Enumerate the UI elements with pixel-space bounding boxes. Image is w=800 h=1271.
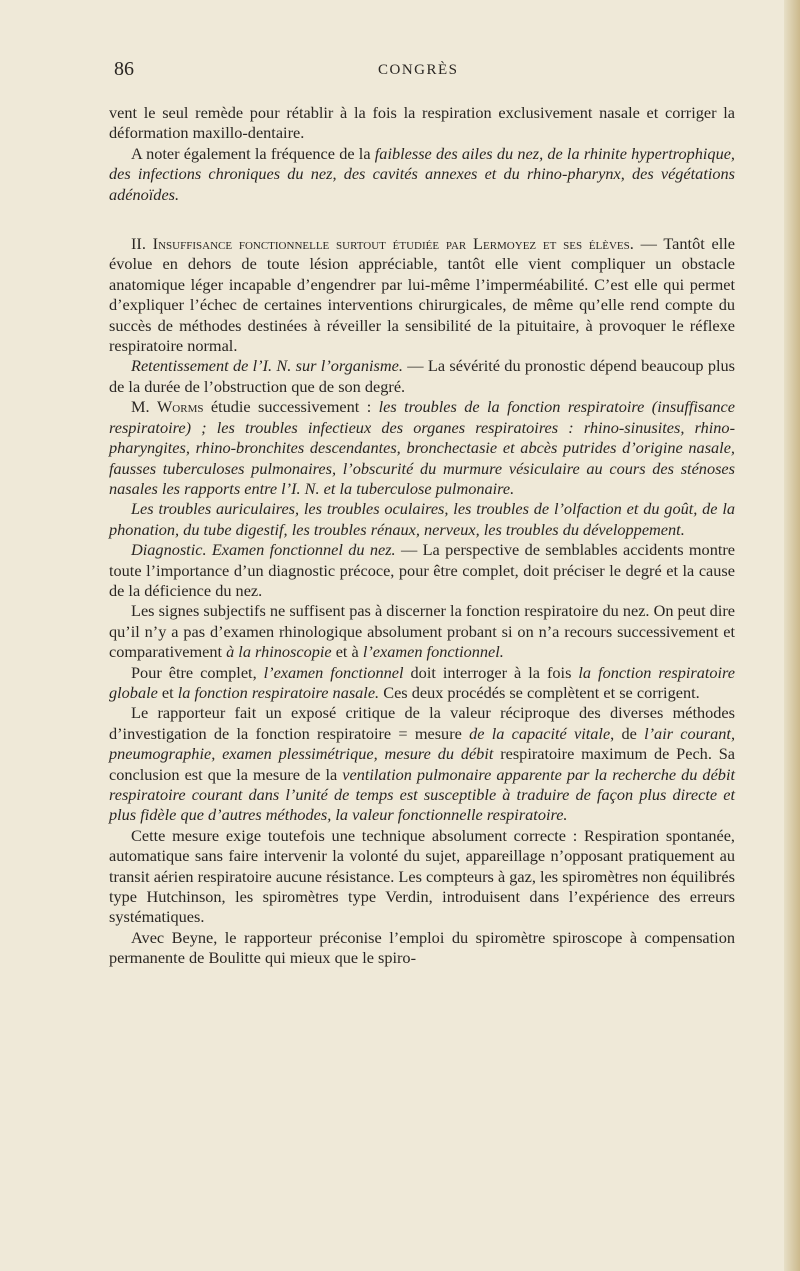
paragraph bbox=[109, 928, 735, 969]
paragraph bbox=[109, 826, 735, 928]
italic-text-run: de la capacité vitale bbox=[469, 723, 611, 743]
paragraph bbox=[109, 601, 735, 662]
text-run: Pour être complet, bbox=[131, 662, 264, 682]
text-run: et à bbox=[331, 642, 363, 662]
text-run: — Tantôt elle évolue en dehors de toute lésion appréciable, tantôt elle vient compliquer un obstacle anatomique léger incapable d’engendrer par lui-même l’imperméabilité. C’est elle qui permet d’expliquer l’échec de certaines interventions chirurgicales, de même qu’elle rend compte du succès de méthodes destinées à réveiller la sensibilité de la pituitaire, à provoquer le réflexe respiratoire normal. bbox=[109, 234, 735, 356]
paragraph bbox=[109, 540, 735, 601]
paragraph bbox=[109, 144, 735, 205]
text-run: Le rapporteur fait un exposé critique de la valeur réciproque des diverses méthodes d’investigation de la fonction respiratoire = mesure bbox=[109, 703, 735, 743]
body-text bbox=[109, 103, 735, 969]
text-run: Avec Beyne, le rapporteur préconise l’emploi du spiromètre spiroscope à compensation permanente de Boulitte qui mieux que le spiro- bbox=[109, 927, 735, 968]
text-run: — La sévérité du pronostic dépend beaucoup plus de la durée de l’obstruction que de son degré. bbox=[109, 356, 735, 396]
text-run: M. bbox=[131, 397, 157, 417]
small-caps-text-run: Worms bbox=[156, 397, 204, 417]
italic-text-run: la fonction respiratoire globale bbox=[109, 662, 735, 702]
text-run: et bbox=[157, 682, 178, 702]
section-heading-paragraph bbox=[109, 234, 735, 356]
text-run: Cette mesure exige toutefois une technique absolument correcte : Respiration spontanée, automatique sans faire intervenir la volonté du sujet, appareillage n’opposant pratiquement au transit aérien respiratoire aucune résistance. Les compteurs à gaz, les spiromètres non équilibrés type Hutchinson, les spiromètres type Verdin, introduisent dans l’expérience des erreurs systématiques. bbox=[109, 825, 735, 927]
italic-text-run: Les troubles auriculaires, les troubles oculaires, les troubles de l’olfaction et du goût, de la phonation, du tube digestif, les troubles rénaux, nerveux, les troubles du développement. bbox=[109, 499, 735, 539]
small-caps-text-run: II. Insuffisance fonctionnelle surtout étudiée par Lermoyez et ses élèves. bbox=[131, 234, 634, 254]
paragraph bbox=[109, 663, 735, 704]
paragraph bbox=[109, 499, 735, 540]
running-title: CONGRÈS bbox=[378, 62, 459, 78]
text-run: A noter également la fréquence de la bbox=[131, 143, 375, 163]
italic-text-run: à la rhinoscopie bbox=[226, 642, 332, 662]
paragraph bbox=[109, 703, 735, 825]
text-run: , de bbox=[610, 723, 645, 743]
italic-text-run: la fonction respiratoire nasale. bbox=[177, 682, 380, 702]
text-run: respiratoire maximum de Pech. Sa conclusion est que la mesure de la bbox=[109, 744, 735, 784]
italic-text-run: Diagnostic. Examen fonctionnel du nez. bbox=[131, 540, 396, 560]
italic-text-run: l’examen fonctionnel. bbox=[362, 642, 504, 662]
italic-text-run: Retentissement de l’I. N. sur l’organisme. bbox=[131, 356, 403, 376]
text-run: doit interroger à la fois bbox=[403, 662, 579, 682]
italic-text-run: ventilation pulmonaire apparente par la recherche du débit respiratoire courant dans l’unité de temps est susceptible à traduire de façon plus directe et plus fidèle que d’autres méthodes, la valeur fonctionnelle respiratoire. bbox=[109, 764, 735, 825]
text-run: vent le seul remède pour rétablir à la fois la respiration exclusivement nasale et corriger la déformation maxillo-dentaire. bbox=[109, 103, 735, 143]
italic-text-run: l’examen fonctionnel bbox=[263, 662, 404, 682]
text-run: Ces deux procédés se complètent et se corrigent. bbox=[379, 682, 700, 702]
page-edge-shadow bbox=[784, 0, 800, 1271]
italic-text-run: les troubles de la fonction respiratoire (insuffisance respiratoire) ; les troubles infectieux des organes respiratoires : rhino-sinusites, rhino-pharyngites, rhino-bronchites descendantes, bronchectasie et abcès putrides d’origine nasale, fausses tuberculoses pulmonaires, l’obscurité du murmure vésiculaire au cours des sténoses nasales les rapports entre l’I. N. et la tuberculose pulmonaire. bbox=[109, 397, 735, 498]
italic-text-run: faiblesse des ailes du nez, de la rhinite hypertrophique, des infections chroniques du nez, des cavités annexes et du rhino-pharynx, des végétations adénoïdes. bbox=[109, 143, 736, 204]
paragraph bbox=[109, 356, 735, 397]
paragraph bbox=[109, 397, 735, 499]
text-run: étudie successivement : bbox=[203, 397, 379, 417]
italic-text-run: l’air courant, pneumographie, examen plessimétrique, mesure du débit bbox=[109, 723, 736, 764]
page-number: 86 bbox=[114, 58, 134, 80]
paragraph bbox=[109, 103, 735, 144]
text-run: — La perspective de semblables accidents montre toute l’importance d’un diagnostic précoce, pour être complet, doit préciser le degré et la cause de la déficience du nez. bbox=[109, 540, 736, 600]
page-header bbox=[0, 58, 800, 82]
text-run: Les signes subjectifs ne suffisent pas à discerner la fonction respiratoire du nez. On peut dire qu’il n’y a pas d’examen rhinologique absolument probant si on n’a recours successivement et comparativement bbox=[109, 601, 735, 662]
